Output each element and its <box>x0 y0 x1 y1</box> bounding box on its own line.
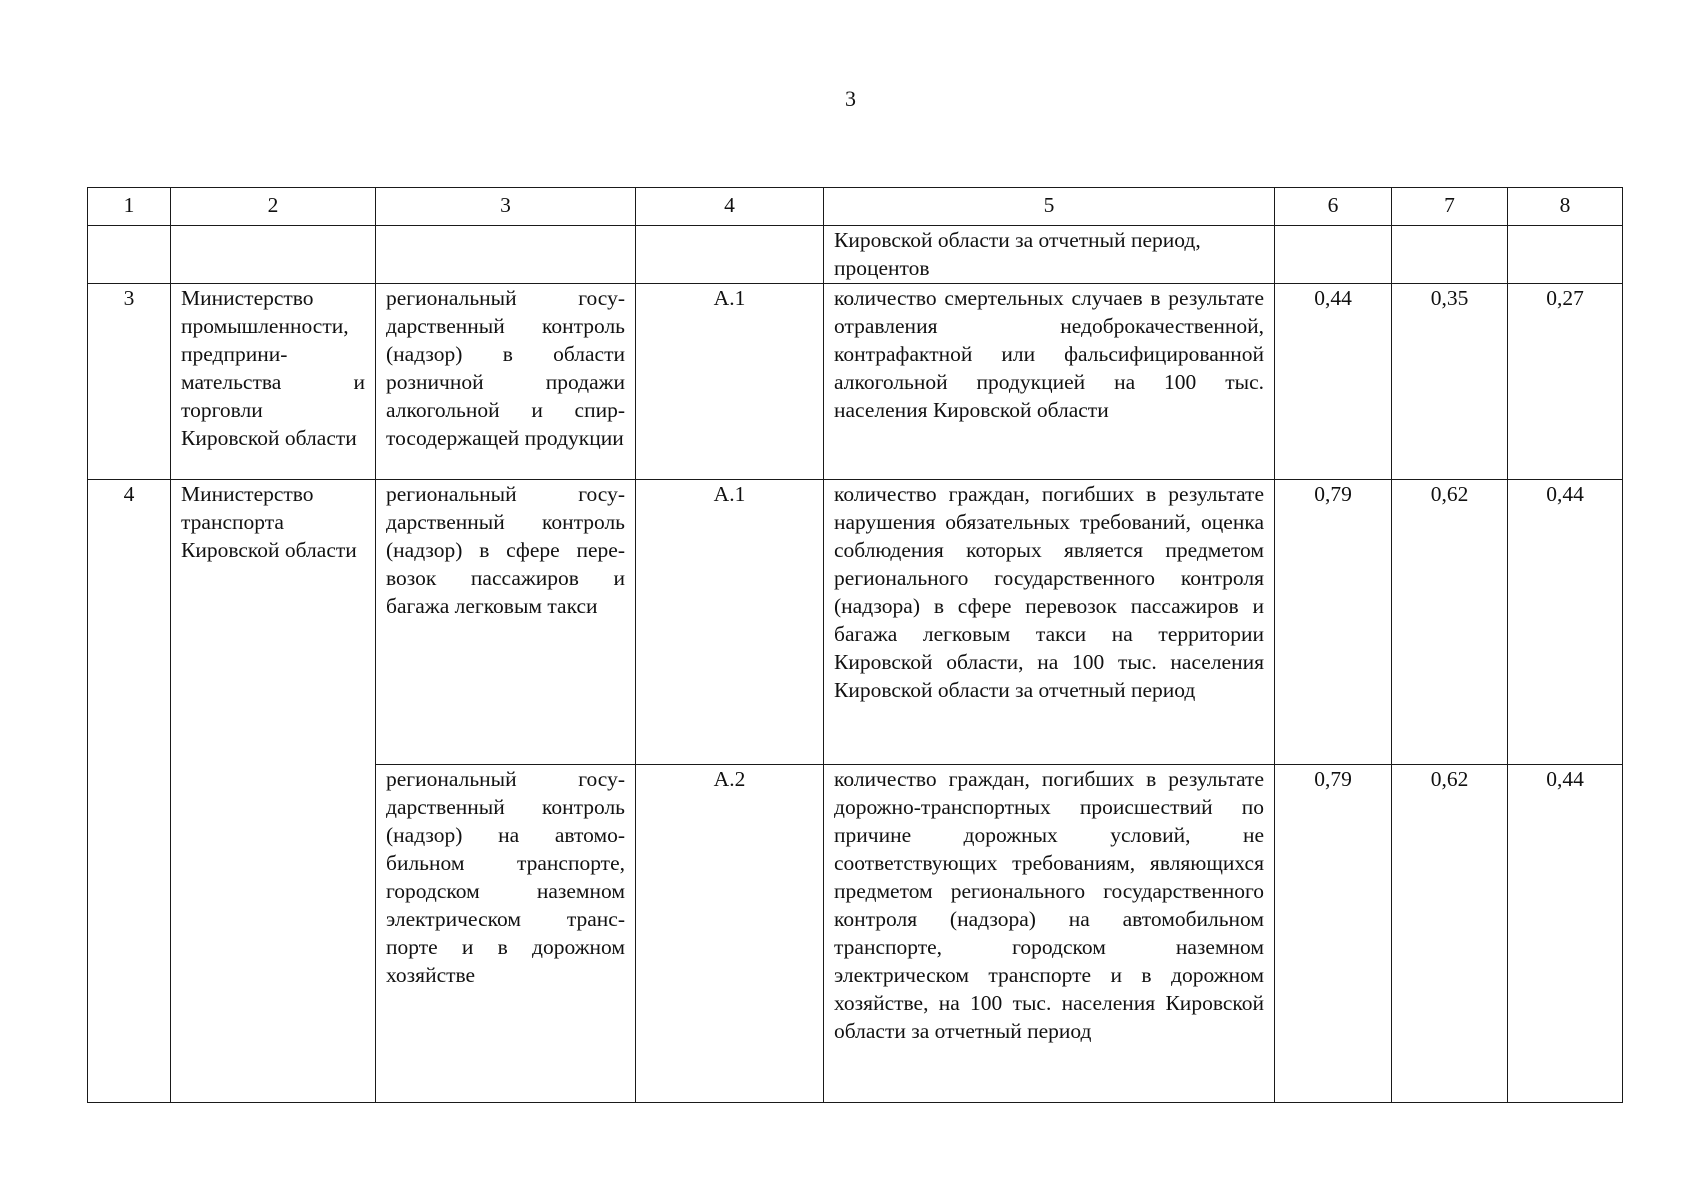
value-col-6: 0,44 <box>1275 284 1392 480</box>
continuation-cell-1 <box>88 226 171 284</box>
continuation-cell-2 <box>171 226 376 284</box>
column-header-4: 4 <box>636 188 824 226</box>
row-number: 4 <box>88 480 171 1103</box>
indicators-table <box>87 187 1623 1103</box>
indicator-description: количество граждан, погибших в результате нарушения обязательных требований, оценка соблюдения которых является предметом регионального государственного контроля (надзора) в сфере перевозок пассажиров и багажа легковым такси на территории Кировской области, на 100 тыс. населения Кировской области за отчетный период <box>824 480 1275 765</box>
responsible-body: Министерство транспорта Кировской области <box>171 480 376 1103</box>
column-header-3: 3 <box>376 188 636 226</box>
indicator-code: А.1 <box>636 284 824 480</box>
indicator-description: количество граждан, погибших в результате дорожно-транспортных происшествий по причине дорожных условий, не соответствующих требованиям, являющихся предметом регионального государственного контроля (надзора) на автомобильном транспорте, городском наземном электрическом транспорте и в дорожном хозяйстве, на 100 тыс. населения Кировской области за отчетный период <box>824 765 1275 1103</box>
continuation-cell-3 <box>376 226 636 284</box>
page-number: 3 <box>845 86 857 111</box>
responsible-body: Министерство промышленности, предпринимательства и торговли Кировской области <box>171 284 376 480</box>
continuation-indicator-text: Кировской области за отчетный период, процентов <box>824 226 1275 284</box>
continuation-cell-7 <box>1392 226 1508 284</box>
value-col-7: 0,62 <box>1392 765 1508 1103</box>
column-header-8: 8 <box>1508 188 1623 226</box>
control-type: региональный государственный контроль (надзор) в области розничной продажи алкогольной и спиртосодержащей продукции <box>376 284 636 480</box>
table-row <box>88 480 1623 765</box>
control-type: региональный государственный контроль (надзор) на автомобильном транспорте, городском наземном электрическом транспорте и в дорожном хозяйстве <box>376 765 636 1103</box>
table-row <box>88 284 1623 480</box>
value-col-7: 0,62 <box>1392 480 1508 765</box>
value-col-6: 0,79 <box>1275 480 1392 765</box>
value-col-8: 0,44 <box>1508 480 1623 765</box>
value-col-7: 0,35 <box>1392 284 1508 480</box>
row-number: 3 <box>88 284 171 480</box>
column-header-5: 5 <box>824 188 1275 226</box>
value-col-8: 0,44 <box>1508 765 1623 1103</box>
continuation-row <box>88 226 1623 284</box>
column-header-6: 6 <box>1275 188 1392 226</box>
column-header-7: 7 <box>1392 188 1508 226</box>
indicator-code: А.2 <box>636 765 824 1103</box>
indicator-code: А.1 <box>636 480 824 765</box>
column-header-2: 2 <box>171 188 376 226</box>
control-type: региональный государственный контроль (надзор) в сфере перевозок пассажиров и багажа легковым такси <box>376 480 636 765</box>
value-col-6: 0,79 <box>1275 765 1392 1103</box>
continuation-cell-6 <box>1275 226 1392 284</box>
column-header-1: 1 <box>88 188 171 226</box>
continuation-cell-4 <box>636 226 824 284</box>
column-number-header <box>88 188 1623 226</box>
indicator-description: количество смертельных случаев в результате отравления недоброкачественной, контрафактной или фальсифицированной алкогольной продукцией на 100 тыс. населения Кировской области <box>824 284 1275 480</box>
continuation-cell-8 <box>1508 226 1623 284</box>
value-col-8: 0,27 <box>1508 284 1623 480</box>
